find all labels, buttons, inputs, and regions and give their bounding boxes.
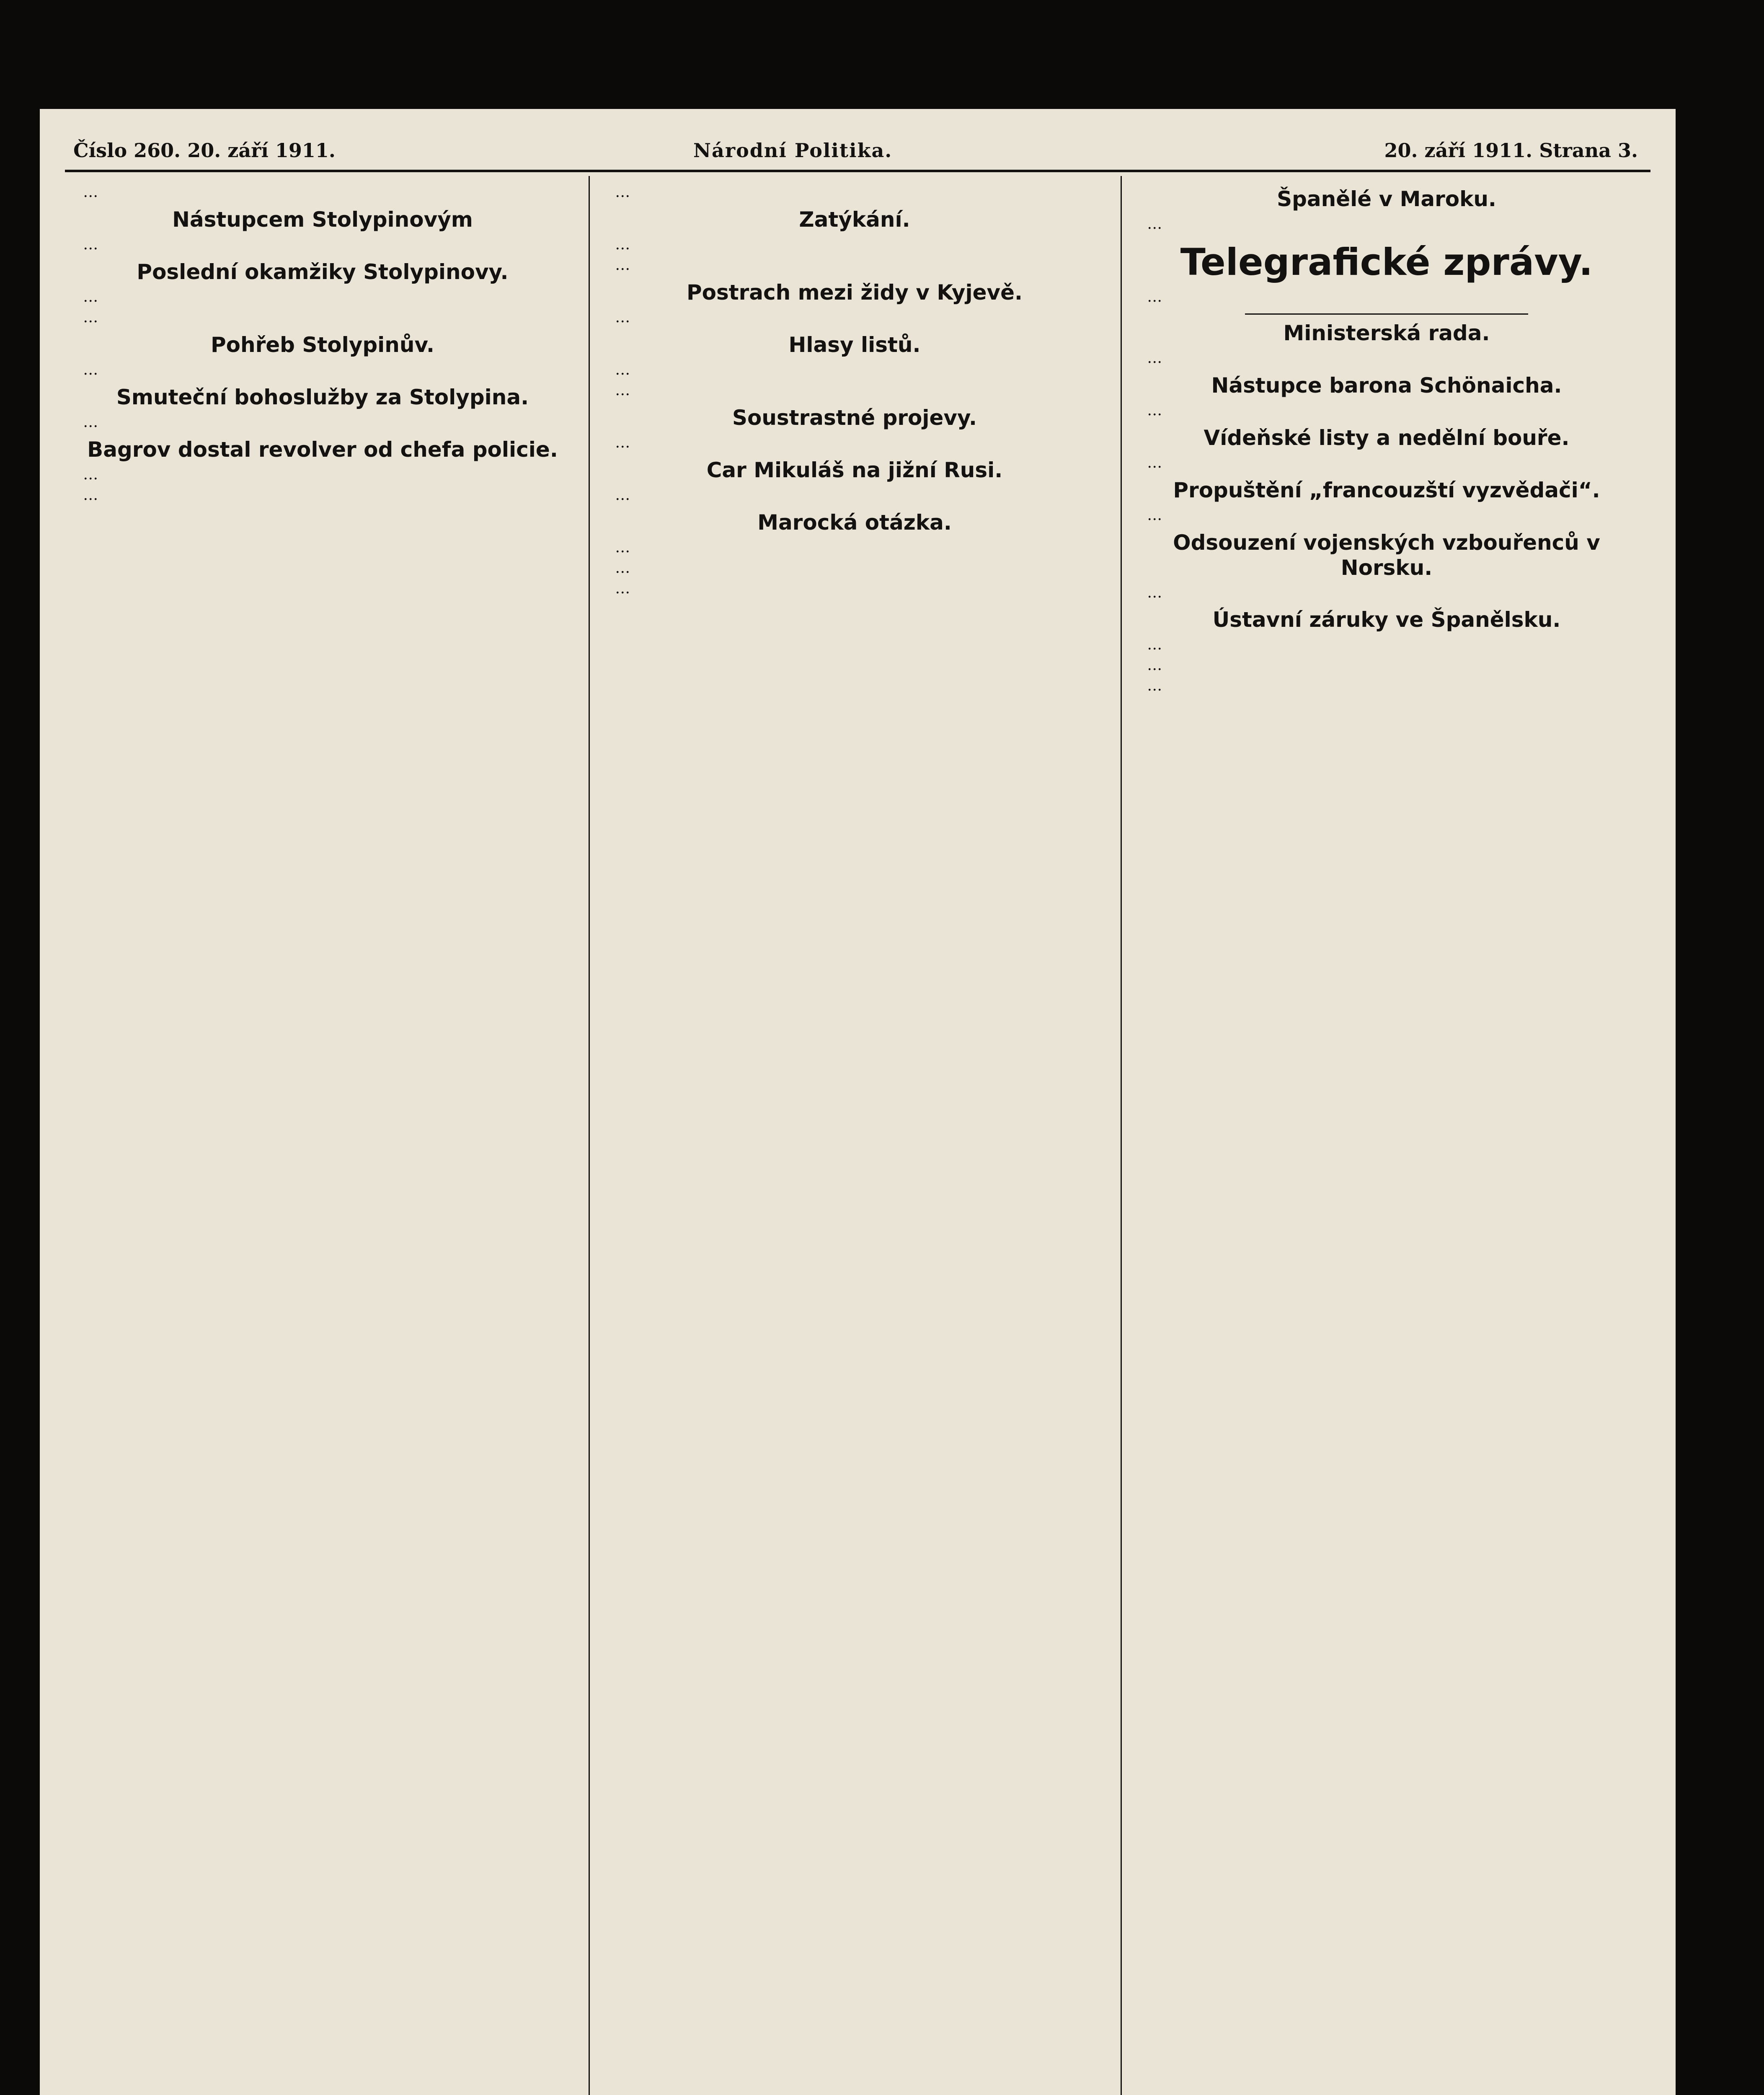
article-paragraph: … [1147, 288, 1162, 305]
article-paragraph: … [83, 288, 98, 305]
article-paragraph: … [615, 256, 630, 274]
article-paragraph: … [615, 184, 630, 201]
article-heading: Španělé v Maroku. [1277, 187, 1496, 211]
article-heading: Smuteční bohoslužby za Stolypina. [116, 385, 529, 409]
article-paragraph: … [615, 579, 630, 597]
article-heading: Nástupce barona Schönaicha. [1211, 373, 1562, 398]
article-heading: Marocká otázka. [757, 510, 952, 535]
article-paragraph: … [83, 308, 98, 326]
article-paragraph: … [615, 381, 630, 399]
article-paragraph: … [615, 308, 630, 326]
column-1 [65, 182, 580, 2095]
article-paragraph: … [1147, 401, 1162, 419]
article-paragraph: … [1147, 349, 1162, 367]
article-heading: Pohřeb Stolypinův. [211, 332, 434, 357]
article-heading: Nástupcem Stolypinovým [172, 207, 473, 232]
article-heading: Vídeňské listy a nedělní bouře. [1204, 425, 1570, 450]
article-paragraph: … [615, 486, 630, 504]
article-heading: Ústavní záruky ve Španělsku. [1212, 608, 1561, 632]
article-paragraph: … [615, 538, 630, 556]
article-heading: Car Mikuláš na jižní Rusi. [706, 458, 1003, 482]
article-heading: Odsouzení vojenských vzbouřenců v Norsku. [1173, 530, 1600, 580]
article-paragraph: … [1147, 584, 1162, 601]
issue-info: Číslo 260. 20. září 1911. [73, 139, 336, 162]
column-separator [589, 176, 590, 2095]
article-heading: Soustrastné projevy. [732, 405, 977, 430]
article-heading: Propuštění „francouzští vyzvědači“. [1173, 478, 1600, 502]
article-paragraph: … [615, 559, 630, 577]
column-2 [597, 182, 1112, 2095]
article-heading: Poslední okamžiky Stolypinovy. [137, 259, 509, 284]
masthead: Národní Politika. [693, 139, 893, 162]
article-paragraph: … [83, 413, 98, 431]
article-heading: Bagrov dostal revolver od chefa policie. [87, 437, 558, 462]
article-heading: Hlasy listů. [788, 332, 921, 357]
article-paragraph: … [615, 235, 630, 253]
column-separator [1121, 176, 1122, 2095]
article-paragraph: … [83, 466, 98, 483]
newspaper-page [40, 109, 1676, 2095]
article-heading: Zatýkání. [799, 207, 910, 232]
article-heading: Postrach mezi židy v Kyjevě. [686, 280, 1023, 305]
article-paragraph: … [1147, 215, 1162, 233]
article-paragraph: … [83, 486, 98, 504]
article-paragraph: … [1147, 506, 1162, 524]
section-rule [1245, 313, 1529, 315]
article-paragraph: … [1147, 657, 1162, 674]
article-paragraph: … [83, 361, 98, 378]
article-paragraph: … [1147, 636, 1162, 654]
article-paragraph: … [615, 434, 630, 451]
article-paragraph: … [1147, 677, 1162, 695]
column-3 [1129, 182, 1644, 2095]
article-paragraph: … [615, 361, 630, 378]
article-heading: Ministerská rada. [1283, 321, 1490, 345]
article-paragraph: … [83, 184, 98, 201]
header-rule [65, 170, 1650, 172]
section-title: Telegrafické zprávy. [1180, 240, 1593, 284]
article-paragraph: … [1147, 454, 1162, 471]
page-info: 20. září 1911. Strana 3. [1384, 139, 1638, 162]
article-paragraph: … [83, 235, 98, 253]
